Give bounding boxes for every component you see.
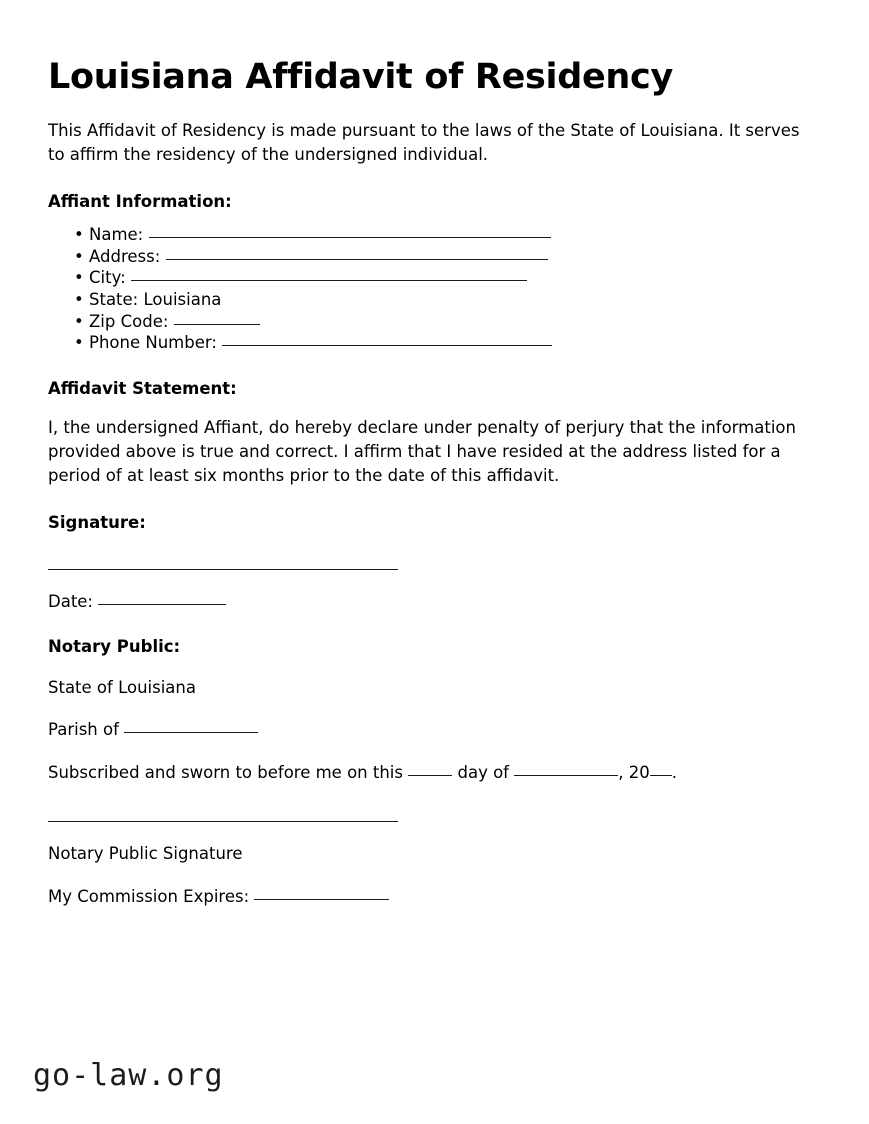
signature-heading: Signature:: [48, 512, 146, 532]
field-label-city: City:: [89, 268, 126, 288]
commission-expires-blank[interactable]: [254, 886, 389, 900]
sworn-year-prefix-text: , 20: [618, 762, 650, 782]
field-value-state: Louisiana: [143, 289, 222, 309]
list-item: [48, 289, 821, 311]
list-item: [48, 332, 821, 354]
affidavit-statement-heading: Affidavit Statement:: [48, 378, 237, 398]
sworn-day-blank[interactable]: [408, 762, 452, 776]
sworn-prefix-text: Subscribed and sworn to before me on this: [48, 762, 403, 782]
parish-blank[interactable]: [124, 719, 258, 733]
field-label-phone-number: Phone Number:: [89, 333, 217, 353]
sworn-suffix-text: .: [671, 762, 677, 782]
list-item: [48, 246, 821, 268]
field-label-zip-code: Zip Code:: [89, 311, 169, 331]
field-blank-phone-number[interactable]: [222, 332, 552, 346]
commission-expires-row: [48, 865, 821, 907]
notary-signature-caption: Notary Public Signature: [48, 844, 243, 864]
commission-expires-label: My Commission Expires:: [48, 886, 250, 906]
affidavit-statement-body: I, the undersigned Affiant, do hereby declare under penalty of perjury that the information provided above is true and correct. I affirm that I have resided at the address listed for a period of at least six months prior to the date of this affidavit.: [48, 417, 796, 485]
site-watermark: go-law.org: [33, 1058, 224, 1093]
parish-row: [48, 698, 821, 740]
field-label-name: Name:: [89, 225, 144, 245]
date-blank[interactable]: [98, 591, 226, 605]
page-title: Louisiana Affidavit of Residency: [48, 57, 674, 97]
field-blank-name[interactable]: [149, 224, 551, 238]
notary-public-heading: Notary Public:: [48, 636, 181, 656]
notary-state-line: State of Louisiana: [48, 677, 196, 697]
sworn-middle-text: day of: [457, 762, 509, 782]
field-label-state: State:: [89, 289, 139, 309]
affiant-information-list: [48, 211, 821, 354]
list-item: [48, 224, 821, 246]
sworn-statement-row: [48, 741, 821, 783]
list-item: [48, 311, 821, 333]
field-blank-zip-code[interactable]: [174, 311, 260, 325]
sworn-year-blank[interactable]: [650, 762, 672, 776]
intro-paragraph: This Affidavit of Residency is made pursuant to the laws of the State of Louisiana. It serves to affirm the residency of the undersigned individual.: [48, 121, 800, 165]
sworn-month-blank[interactable]: [514, 762, 618, 776]
date-row: [48, 570, 821, 612]
parish-label: Parish of: [48, 720, 119, 740]
field-blank-city[interactable]: [131, 267, 527, 281]
date-label: Date:: [48, 591, 93, 611]
document-content: [48, 0, 821, 907]
field-label-address: Address:: [89, 246, 161, 266]
field-blank-address[interactable]: [166, 246, 548, 260]
affiant-information-heading: Affiant Information:: [48, 192, 232, 212]
list-item: [48, 267, 821, 289]
